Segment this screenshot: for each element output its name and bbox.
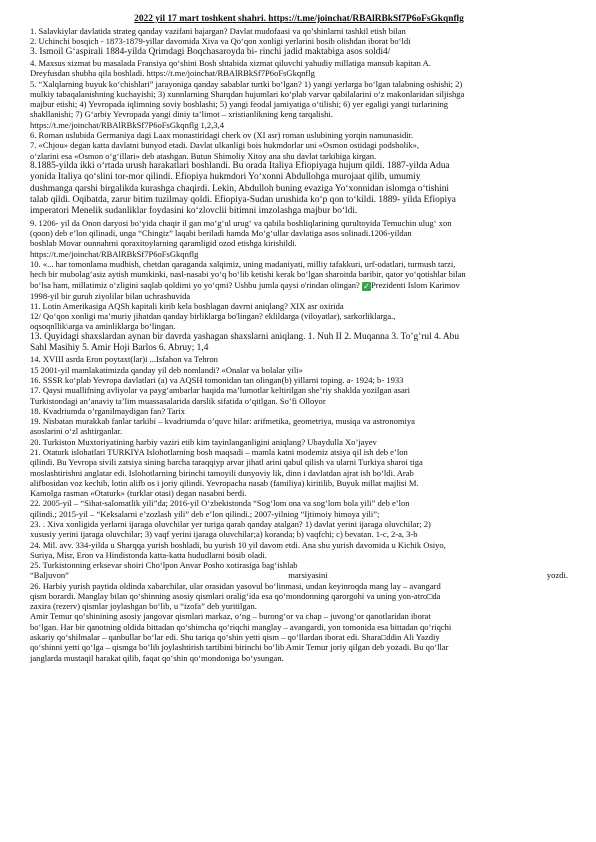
text-line: 3. Ismoil G‘aspirali 1884-yilda Qrimdagi Boqchasaroyda bi- rinchi jadid maktabiga asos soldi4/ <box>30 46 391 57</box>
text-line: Dreyfusdan shubha qila boshladi. https://t.me/joinchat/RBAlRBkSf7P6oFsGkqnflg <box>30 68 315 79</box>
text-line: 20. Turkiston Muxtoriyatining harbiy vaziri etib kim tayinlanganligini aniqlang? Ubaydulla Xo’jayev <box>30 436 377 447</box>
text-line: yonida Italiya qo‘slini tor-mor qilindi. Efiopiya hukmdori Yo‘xonni Abdullohga murojaat qilib, umumiy <box>30 172 421 183</box>
text-line: 12/ Qo‘qon xonligi ma’muriy jihatdan qanday birliklarga bo'lingan? eklildarga (viloyatlar), sarkorliklarga., <box>30 311 396 322</box>
text-line: 8.1885-yilda ikki o‘rtada urush harakatlari boshlandi. Bu orada Italiya Efiopiyaga hujum qildi. 1887-yilda Adua <box>30 160 450 171</box>
text-line: asoslarini o‘zl ashtirganlar. <box>30 426 123 437</box>
text-line: 1. Salavkiylar davlatida strateg qanday vazifani bajargan? Davlat mudofaasi va qo’shinlarni tashkil etish bilan <box>30 26 406 36</box>
text-line: oqsoqnllik\arga va aminliklarga bo‘lingan. <box>30 321 176 332</box>
text-line: 4. Maxsus xizmat bu masalada Fransiya qo‘shini Bosh shtabida xizmat qiluvchi yahudiy millatiga mansub kapitan A. <box>30 57 431 68</box>
text-line: zaxira (rezerv) qismlar joylashgan bo‘lib, u “izofa” deb yuritilgan. <box>30 601 257 612</box>
text-line: boshlab Movar ounnahrni qoraxitoylarning qaramligid ozod etishga kirishildi. <box>30 238 297 249</box>
text-line: qo‘shinni yetti qo‘lga – qismga bo‘lib joylashtirish tartibini birinchi bo‘lib Amir Temur joriy qilgan deb yozadi. Bu qo‘llar <box>30 642 449 653</box>
text-line: dushmanga qarshi birgalikda kurashga chaqirdi. Lekin, Abdulloh buning evaziga Yo‘xonnidan islomga o‘tishini <box>30 183 450 194</box>
text-line: Suriya, Misr, Eron va Hindistonda katta-katta hududlarni bosib oladi. <box>30 549 267 560</box>
text-line: 22. 2005-yil – “Sihat-salomatlik yili”da; 2016-yil O‘zbekistonda “Sog‘lom ona va sog‘lom bola yili” deb e’lon <box>30 498 410 509</box>
text-line: 6. Roman uslubida Germaniya dagi Laax monastiridagi cherk ov (XI asr) roman uslubining yorqin namunasidir. <box>30 129 414 140</box>
text-line: janglarda mustaqil harakat qilib, faqat qo‘shin qo‘mondoniga bo‘ysungan. <box>30 652 284 663</box>
text-line: 11. Lotin Amerikasiga AQSh kapitali kirib kela boshlagan davrni aniqlang? XIX asr oxirida <box>30 300 344 311</box>
text-line: 19. Nisbatan murakkab fanlar tarkibi – kvadriumda o’quvc hilar: arifmetika, geometriya, musiqa va astronomiya <box>30 416 415 427</box>
text-line: Turkistondagi an’anaviy ta’lim muassasalarida darslik sifatida o‘qitlgan. So’fi Olloyor <box>30 395 326 406</box>
text-line: Sahl Masihiy 5. Amir Hoji Barlos 6. Abruy; 1,4 <box>30 343 209 354</box>
text-segment: yozdi. <box>546 570 568 581</box>
text-line: qilindi.; 2015-yil – “Keksalarni e’zozlash yili” deb e’lon qilindi.; 2007-yilning “Ijtimoiy himoya yili”; <box>30 508 380 519</box>
text-line: xususiy yerini ijaraga oluvchilar; 3) vaqf yerini ijaraga oluvchilar;a) koranda; b) vaqfchi; c) bevatan. 1-c, 2-a, 3-b <box>30 529 418 540</box>
text-line: moslashtirishni anglatar edi. Islohotlarning birinchi tamoyili dunyoviy lik, dinn i davlatdan ajrat ish bo‘ldi. Arab <box>30 467 414 478</box>
text-line: 10. «... har tomonlama mudhish, chetdan qaraganda xalqimiz, uning madaniyati, milliy tafakkuri, urf-odatlari, turmush tarzi, <box>30 258 456 269</box>
text-line: https://t.me/joinchat/RBAlRBkSf7P6oFsGkqnflg 1,2,3,4 <box>30 119 224 130</box>
text-line: 24. Mil. avv. 334-yilda u Sharqqa yurish boshladi, bu yurish 10 yil davom etdi. Ana shu yurish davomida u Kichik Osiyo, <box>30 539 446 550</box>
text-line <box>30 570 568 580</box>
text-line: 21. Otaturk islohatlari TURKIYA Islohotlarning bosh maqsadi – mamla katni modemiz atsiya qil ish deb e’lon <box>30 446 408 457</box>
text-line: (qoon) deb e’lon qilinadi, unga “Chingiz” laqabi beriladi hamda Mo‘g‘ullar davlatiga asos solinadi.1206-yildan <box>30 228 412 239</box>
text-line: 23. . Xiva xonligida yerlarni ijaraga oluvchilar yer turiga qarab qanday atalgan? 1) davlat yerini ijaraga oluvchilar; 2) <box>30 518 431 529</box>
text-line: https://t.me/joinchat/RBAlRBkSf7P6oFsGkqnflg <box>30 248 199 259</box>
text-line: 5. “Xalqlarning buyuk ko‘chishlari” jarayoniga qanday sabablar turtki bo‘lgan? 1) yangi yerlarga bo‘lgan talabning oshishi; 2) <box>30 78 463 89</box>
text-line: alifbosidan voz kechib, lotin alifb os i joriy qilindi. Yevropacha nasab (familiya) kiritilib, Buyuk millat majlisi M. <box>30 477 419 488</box>
text-line: 14. XVIII asrda Eron poytaxt(lar)i ...Isfahon va Tehron <box>30 354 218 365</box>
text-line: Amir Temur qo‘shinining asosiy jangovar qismlari markaz, o‘ng – burong‘or va chap – juvong‘or qanotlaridan iborat <box>30 611 431 622</box>
text-line: askariy qo‘shilmalar – qanbullar bo‘lar edi. Shu tariqa qo‘shin yetti qism – qo‘llardan iborat edi. Shara□ddin Ali Yazdiy <box>30 632 440 643</box>
text-line: talab qildi. Oqibatda, zarur bitim tuzilmay qoldi. Efiopiya-Sudan urushida ko‘p qon to‘kildi. 1889- yilda Efiopiya <box>30 195 456 205</box>
text-line: hech bir mubolag‘asiz aytish mumkinki, nasl-nasabi yo‘q bo‘lib ketishi kerak bo‘lgan sharoitda baribir, qator yo‘qotishlar bilan <box>30 269 466 280</box>
text-line: majbur etishi; 4) Yevropada iqlimning soviy boshlashi; 5) yangi feodal jamiyatiga o‘tilishi; 6) yer egaligi yangi turlarining <box>30 99 449 110</box>
text-line: 26. Harbiy yurish paytida oldinda xabarchilar, ular orasidan yasovul bo‘linmasi, undan keyinroqda mang lay – avangard <box>30 580 441 591</box>
text-line: qism borardi. Manglay bilan qo‘shinning asosiy qismlari oralig‘ida esa qo‘mondonning qarorgohi va uning yon-atro□da <box>30 590 441 601</box>
text-line: qilindi. Bu Yevropa sivili zatsiya sining barcha taraqqiyp arvar jihatl arini qabul qilish va ularni Turkiya sharoi tiga <box>30 457 423 468</box>
text-line <box>30 280 568 291</box>
check-mark-icon: ✓ <box>363 281 370 291</box>
text-line: 2. Uchinchi bosqich - 1873-1879-yillar davomida Xiva va Qo‘qon xonligi yerlarini bosib olishdan iborat bo‘ldi <box>30 36 411 47</box>
text-line: 9. 1206- yil da Onon daryosi bo‘yida chaqir il gan mo‘g‘ul urug‘ va qabila boshliqlarining qurultoyida Temuchin ulug‘ xon <box>30 217 452 228</box>
text-line: 1998-yil bir guruh ziyolilar bilan uchrashuvida <box>30 290 191 301</box>
text-segment: bo‘lsa ham, millatimiz o‘zligini saqlab qoldimi yo yo‘qmi? Ushbu jumla qaysi o'rindan olingan? <box>30 279 360 290</box>
text-line: shakllanishi; 7) G‘arbiy Yevropada yangi diniy ta’limot – xristianlikning keng tarqalishi. <box>30 109 333 120</box>
text-line: bo‘lgan. Har bir qanotning oldida bittadan qo‘shimcha qo‘riqchi manglay – avangardi, yon tomonida esa bittadan qo‘riqchi <box>30 621 452 632</box>
text-line: 18. Kvadriumda o’rganilmaydigan fan? Tarix <box>30 405 186 416</box>
text-line: mulkiy tabaqalanishning kuchayishi; 3) xunnlarning Sharqdan hujumlari ko‘plab varvar qabilalarini o‘z makonlaridan siljishga <box>30 88 465 99</box>
text-line: 25. Turkistonning erksevar shoiri Cho‘lpon Anvar Posho xotirasiga bag‘ishlab <box>30 560 298 571</box>
text-segment: “Baljuvon” <box>30 570 69 581</box>
text-line: 7. «Chjou» degan katta davlatni bunyod etadi. Davlat ulkanligi bois hukmdorlar uni «Osmon ostidagi podsholik», <box>30 140 420 151</box>
text-line: 15 2001-yil mamlakatimizda qanday yil deb nomlandi? «Onalar va bolalar yili» <box>30 364 303 375</box>
page-title: 2022 yil 17 mart toshkent shahri. https://t.me/joinchat/RBAlRBkSf7P6oFsGkqnflg <box>134 14 464 24</box>
text-segment: marsiyasini <box>288 570 328 581</box>
text-line: 17. Qaysi muallifning avliyolar va payg‘ambarlar haqida ma’lumotlar keltirilgan she’riy shaklda yozilgan asari <box>30 385 410 396</box>
text-line: o‘zlarini esa «Osmon o‘g‘illari» deb atashgan. Butun Shimoliy Xitoy ana shu davlat tarkibiga kirgan. <box>30 150 377 161</box>
text-line: Kamolga rasman «Otaturk» (turklar otasi) degan nasabni berdi. <box>30 488 247 499</box>
text-segment: Prezidenti Islom Karimov <box>370 279 460 290</box>
text-line: 13. Quyidagi shaxslardan aynan bir davrda yashagan shaxslarni aniqlang. 1. Nuh II 2. Muqanna 3. To’g’rul 4. Abu <box>30 331 460 342</box>
text-line: imperatori Menelik sudanliklar foydasini ko‘zlovclii bitimni imzolashga majbur bo‘ldi. <box>30 206 358 217</box>
text-line: 16. SSSR ko‘plab Yevropa davlatlari (a) va AQSH tomonidan tan olingan(b) yillarni toping. a- 1924; b- 1933 <box>30 375 404 385</box>
